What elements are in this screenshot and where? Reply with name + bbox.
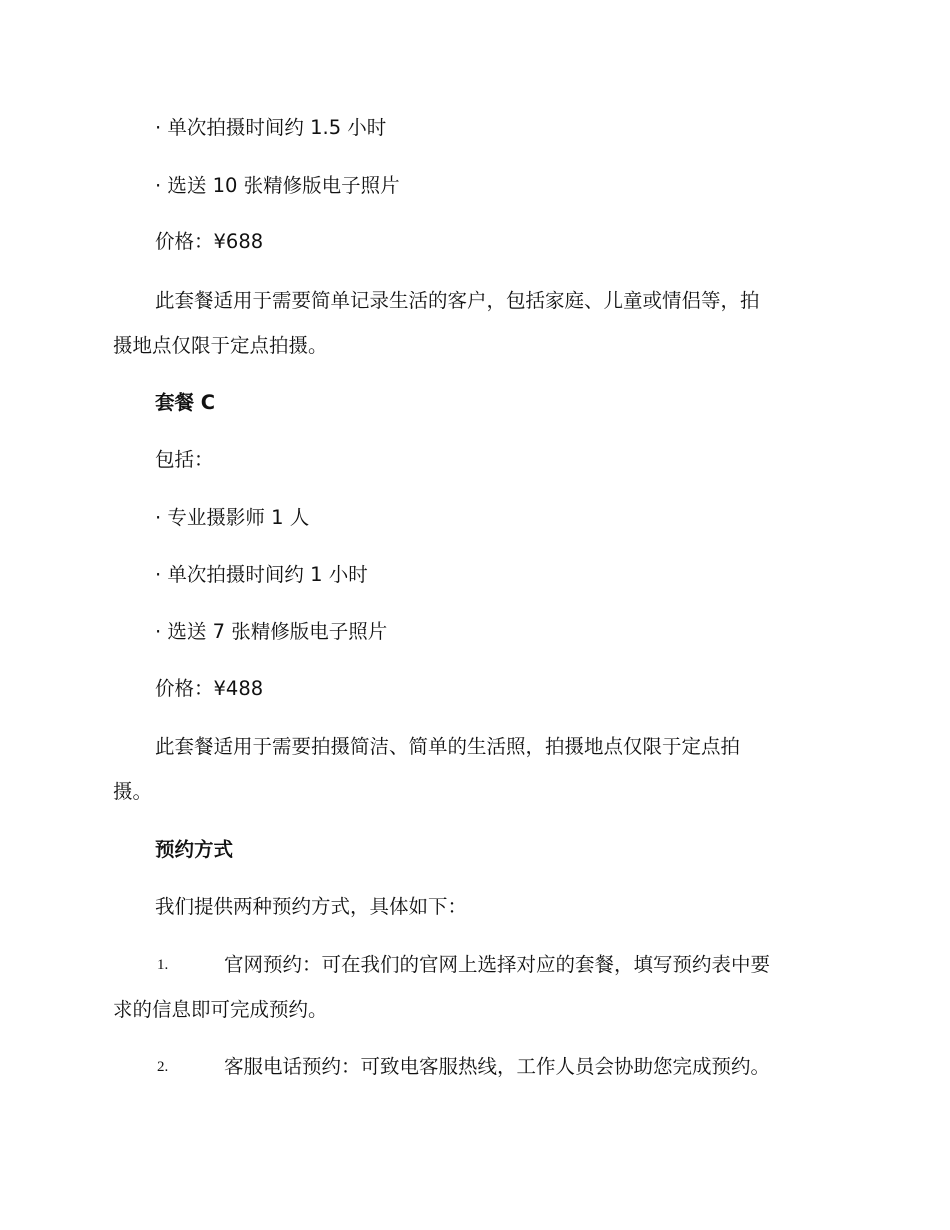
package-c-item-photographer: · 专业摄影师 1 人 xyxy=(155,506,310,529)
package-c-item-photos: · 选送 7 张精修版电子照片 xyxy=(155,620,388,643)
booking-method-1-number: 1. xyxy=(157,957,169,973)
booking-method-1-line2: 求的信息即可完成预约。 xyxy=(113,998,328,1021)
booking-method-1-line1: 官网预约：可在我们的官网上选择对应的套餐，填写预约表中要 xyxy=(224,953,771,976)
booking-method-2-line1: 客服电话预约：可致电客服热线，工作人员会协助您完成预约。 xyxy=(224,1055,771,1078)
package-b-description-line1: 此套餐适用于需要简单记录生活的客户，包括家庭、儿童或情侣等，拍 xyxy=(155,289,760,312)
package-b-item-duration: · 单次拍摄时间约 1.5 小时 xyxy=(155,116,387,139)
package-c-title: 套餐 C xyxy=(155,391,216,414)
package-c-description-line1: 此套餐适用于需要拍摄简洁、简单的生活照，拍摄地点仅限于定点拍 xyxy=(155,735,741,758)
package-b-price: 价格：¥688 xyxy=(155,230,264,253)
package-c-includes-label: 包括： xyxy=(155,448,214,471)
package-c-item-duration: · 单次拍摄时间约 1 小时 xyxy=(155,563,368,586)
package-c-price: 价格：¥488 xyxy=(155,677,264,700)
package-b-description-line2: 摄地点仅限于定点拍摄。 xyxy=(113,334,328,357)
booking-method-2-number: 2. xyxy=(157,1059,169,1075)
package-b-item-photos: · 选送 10 张精修版电子照片 xyxy=(155,174,400,197)
booking-section-title: 预约方式 xyxy=(155,838,234,861)
package-c-description-line2: 摄。 xyxy=(113,780,153,803)
booking-intro: 我们提供两种预约方式，具体如下： xyxy=(155,895,468,918)
